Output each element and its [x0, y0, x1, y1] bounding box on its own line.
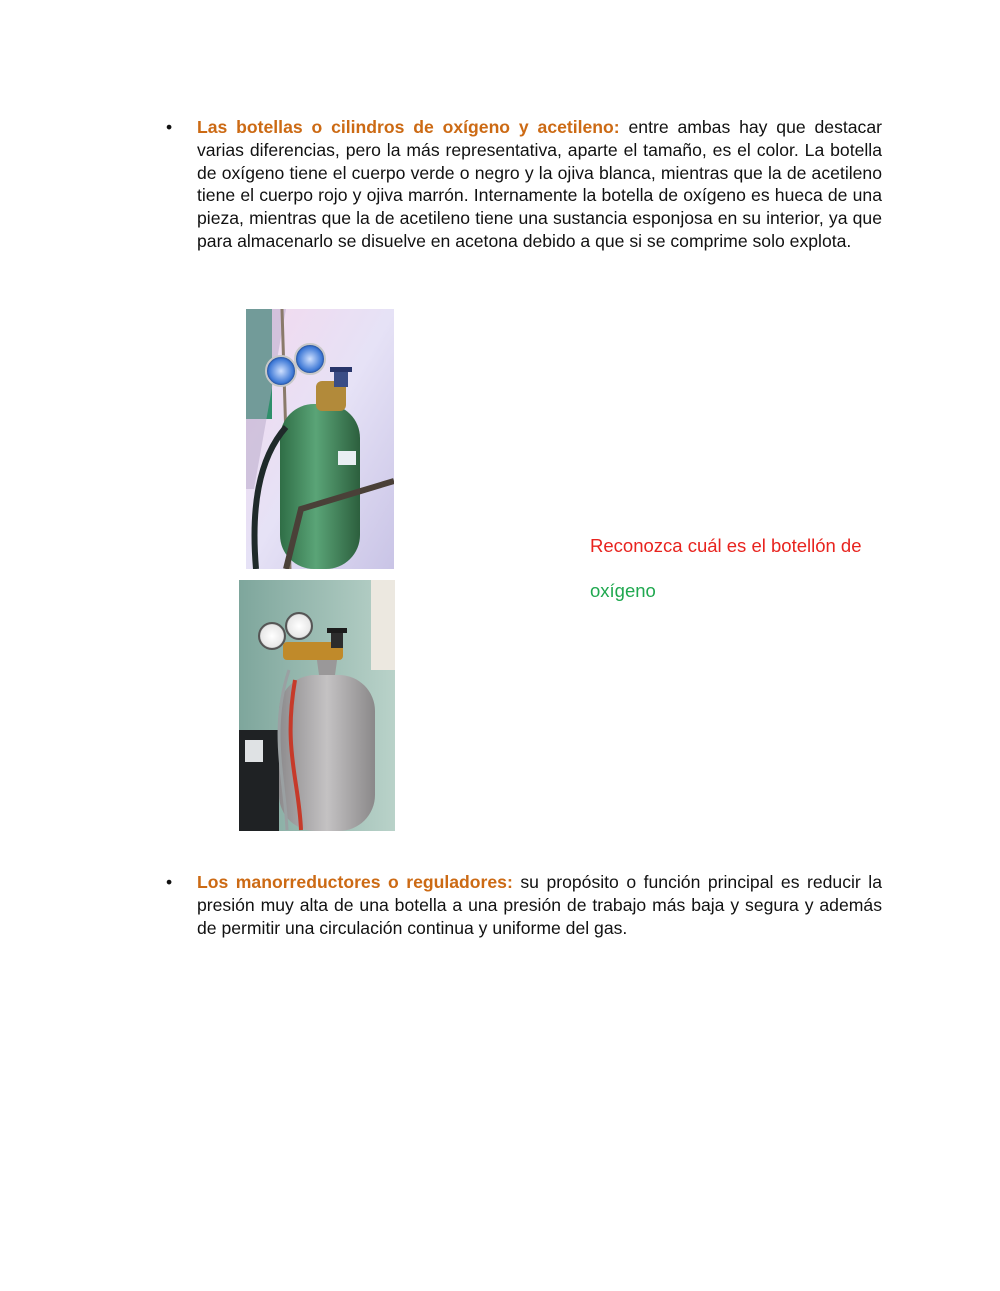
photo-green-oxygen-cylinder: [246, 309, 394, 569]
bullet-paragraph: [197, 871, 882, 939]
bullet-term: Las botellas o cilindros de oxígeno y acetileno:: [197, 117, 620, 137]
question-prompt-line-2: oxígeno: [590, 580, 656, 601]
bullet-paragraph: [197, 116, 882, 253]
bullet-marker: •: [166, 117, 173, 137]
question-prompt-line-1: Reconozca cuál es el botellón de: [590, 535, 862, 556]
photo-gray-cylinder: [239, 580, 395, 831]
bullet-marker: •: [166, 872, 173, 892]
bullet-item-regulators: [166, 871, 882, 939]
bullet-body: entre ambas hay que destacar varias diferencias, pero la más representativa, aparte el tamaño, es el color. La botella de oxígeno tiene el cuerpo verde o negro y la ojiva blanca, mientras que la de acetileno tiene el cuerpo rojo y ojiva marrón. Internamente la botella de oxígeno es hueca de una pieza, mientras que la de acetileno tiene una sustancia esponjosa en su interior, ya que para almacenarlo se disuelve en acetona debido a que si se comprime solo explota.: [197, 117, 882, 251]
bullet-body: su propósito o función principal es reducir la presión muy alta de una botella a una presión de trabajo más baja y segura y además de permitir una circulación continua y uniforme del gas.: [197, 872, 882, 938]
bullet-term: Los manorreductores o reguladores:: [197, 872, 513, 892]
bullet-item-cylinders: [166, 116, 882, 253]
